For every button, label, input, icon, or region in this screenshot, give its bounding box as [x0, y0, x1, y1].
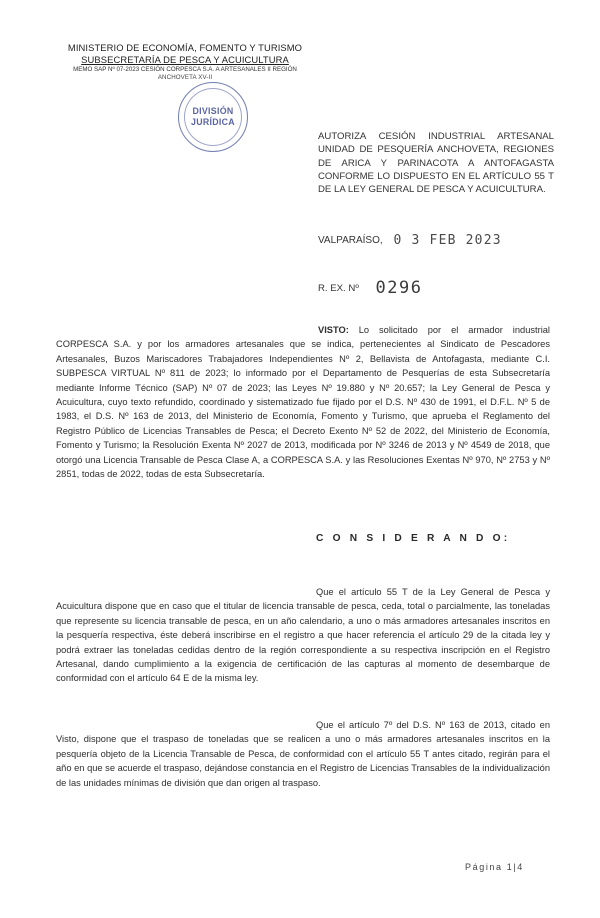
visto-label: VISTO: — [318, 325, 349, 335]
memo-reference: MEMO SAP Nº 07-2023 CESIÓN CORPESCA S.A. A ARTESANALES II REGIÓN — [73, 66, 297, 73]
ministry-name: MINISTERIO DE ECONOMÍA, FOMENTO Y TURISMO — [67, 42, 303, 53]
memo-reference-region: ANCHOVETA XV-II — [157, 74, 213, 81]
date-stamp: 0 3 FEB 2023 — [393, 233, 502, 248]
stamp-line-1: DIVISIÓN — [192, 106, 234, 116]
division-juridica-stamp — [178, 82, 248, 152]
considerando-paragraph-1 — [56, 585, 550, 686]
paragraph-1-text: Que el artículo 55 T de la Ley General de Pesca y Acuicultura dispone que en caso que el titular de licencia transable de pesca, ceda, total o parcialmente, las toneladas que represente su licencia transable de pesca, en un año calendario, a uno o más armadores artesanales inscritos en la pesquería respectiva, éste deberá inscribirse en el registro a que hacer referencia el artículo 29 de la citada ley y podrá extraer las toneladas cedidas dentro de la región correspondiente a su respectiva inscripción en el Registro Artesanal, dando cumplimiento a la exigencia de certificación de las capturas al momento de desembarque de conformidad con el artículo 64 E de la misma ley. — [56, 587, 550, 684]
visto-text: Lo solicitado por el armador industrial CORPESCA S.A. y por los armadores artesanales que se indica, pertenecientes al Sindicato de Pescadores Artesanales, Buzos Mariscadores Trabajadores Independientes Nº 2, Bellavista de Antofagasta, mediante C.I. SUBPESCA VIRTUAL Nº 811 de 2023; lo informado por el Departamento de Pesquerías de esta Subsecretaría mediante Informe Técnico (SAP) Nº 07 de 2023; las Leyes Nº 19.880 y Nº 20.657; la Ley General de Pesca y Acuicultura, cuyo texto refundido, coordinado y sistematizado fue fijado por el D.S. Nº 430 de 1991, el D.F.L. Nº 5 de 1983, el D.S. Nº 163 de 2013, del Ministerio de Economía, Fomento y Turismo, que aprueba el Reglamento del Registro Público de Licencias Transables de Pesca; el Decreto Exento Nº 52 de 2022, del Ministerio de Economía, Fomento y Turismo; la Resolución Exenta Nº 2027 de 2013, modificada por Nº 3246 de 2013 y Nº 4549 de 2018, que otorgó una Licencia Transable de Pesca Clase A, a CORPESCA S.A. y las Resoluciones Exentas Nº 970, Nº 2753 y Nº 2851, todas de 2022, todas de esta Subsecretaría. — [56, 325, 550, 480]
paragraph-2-text: Que el artículo 7º del D.S. Nº 163 de 2013, citado en Visto, dispone que el traspaso de toneladas que se realicen a uno o más armadores artesanales inscritos en la pesquería objeto de la Licencia Transable de Pesca, de conformidad con el artículo 55 T antes citado, regirán para el año en que se acuerde el traspaso, dejándose constancia en el Registro de Licencias Transables de la individualización de las unidades mínimas de división que dan origen al traspaso. — [56, 720, 550, 788]
date-label: VALPARAÍSO, — [318, 235, 383, 246]
resolution-subject: AUTORIZA CESIÓN INDUSTRIAL ARTESANAL UNIDAD DE PESQUERÍA ANCHOVETA, REGIONES DE ARICA Y PARINACOTA A ANTOFAGASTA CONFORME LO DISPUESTO EN EL ARTÍCULO 55 T DE LA LEY GENERAL DE PESCA Y ACUICULTURA. — [318, 131, 554, 196]
resolution-number-line — [318, 276, 422, 296]
considerando-paragraph-2 — [56, 718, 550, 790]
resolution-number-label: R. EX. Nº — [318, 283, 359, 294]
visto-paragraph — [56, 323, 550, 481]
date-line — [318, 232, 502, 247]
page-number: Página 1|4 — [465, 862, 524, 872]
subsecretaria-name: SUBSECRETARÍA DE PESCA Y ACUICULTURA — [81, 54, 289, 65]
stamp-line-2: JURÍDICA — [191, 117, 235, 127]
letterhead — [60, 42, 310, 82]
resolution-number: 0296 — [375, 278, 423, 298]
considerando-heading: C O N S I D E R A N D O: — [316, 533, 511, 544]
